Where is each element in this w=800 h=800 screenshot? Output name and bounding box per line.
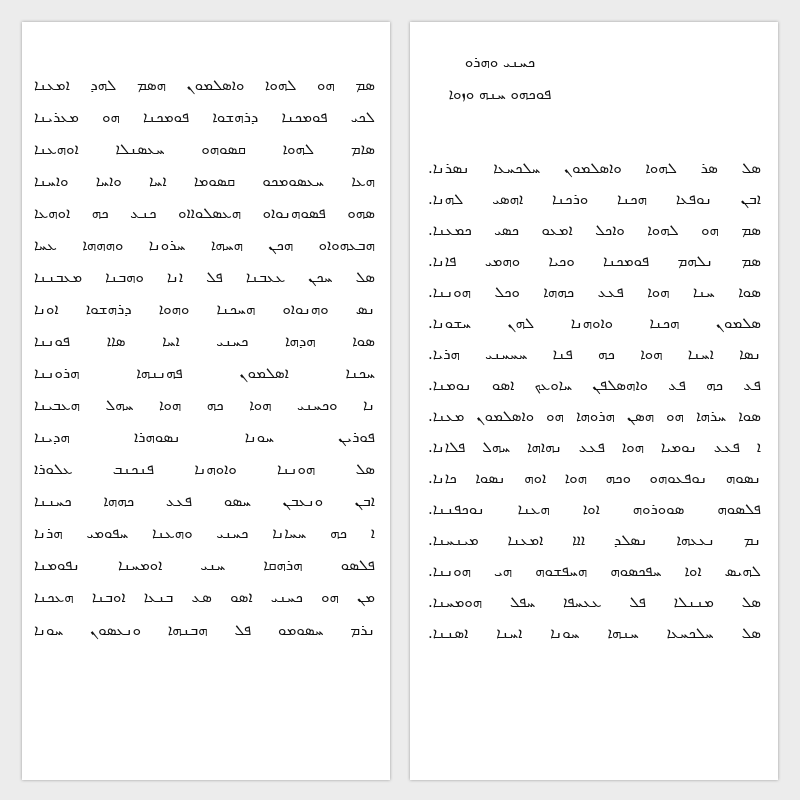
- text-line: ܢܐ ܘܟܚܢܝ ܗܘܐ ܟܗ ܗܘܐ ܚܗܠ ܗܥܒܝܢܐ: [34, 396, 375, 414]
- text-line: ܣܠ ܣܪ ܠܗܘܐ ܘܐܣܠܡܘܢ ܚܠܟܚܥܐ ܢܣܪܢܐ.: [428, 159, 761, 177]
- text-line: ܦܥ ܟܗ ܦܥ ܘܐܗܣܠܦܢ ܚܐܘܥܟ ܐܣܘ ܢܘܡܢܐ.: [428, 376, 761, 394]
- text-line: ܣܗܘ ܦܣܘܗܢܘܐܘ ܗܥܣܠܘܐܐܘ ܟܢܥ ܟܗ ܐܘܗܥܐ: [34, 204, 375, 222]
- text-line: ܣܠ ܚܟܢ ܥܥܒܢܐ ܦܠ ܐܢܐ ܘܗܒܢܐ ܡܥܒܢܢܐ: [34, 268, 375, 286]
- text-line: ܠܟܝ ܦܘܡܟܢܐ ܕܪܗܫܘܐ ܦܘܡܟܢܐ ܗܘ ܡܥܪܝܢܐ: [34, 108, 375, 126]
- text-line: ܣܠܡܘܢ ܗܟܢܐ ܘܐܘܗܢܐ ܠܗܢ ܚܫܘܢܐ.: [428, 314, 761, 332]
- right-page: [410, 22, 778, 780]
- text-line: ܣܘܐ ܚܢܐ ܗܘܐ ܦܥܥ ܟܗܗܐ ܘܟܠ ܗܘܢܢܐ.: [428, 283, 761, 301]
- text-line: ܣܡ ܗܘ ܠܗܘܐ ܘܐܣܠܡܘܢ ܗܣܡ ܠܗܕ ܐܡܥܢܐ: [34, 76, 375, 94]
- text-line: ܣܡ ܗܘ ܠܗܘܐ ܘܐܟܠ ܐܡܥܘ ܟܣܝ ܟܡܥܢܐ.: [428, 221, 761, 239]
- text-line: ܚܟܢܐ ܐܣܠܡܘܢ ܦܗܢܢܗܐ ܗܪܘܢܢܐ: [34, 364, 375, 382]
- text-line: ܦܠܣܘܗ ܣܘܘܪܘܗ ܐܘܐ ܗܥܢܐ ܢܘܟܦܢܢܐ.: [428, 500, 761, 518]
- text-line: ܢܡ ܢܥܥܗܐ ܢܣܠܕ ܐܐܐ ܐܡܥܢܐ ܡܝܢܚܢܐ.: [428, 531, 761, 549]
- text-line: ܐ ܟܗ ܚܚܐܢܐ ܟܚܢܝ ܘܗܥܢܐ ܚܦܘܡܝ ܗܪܢܐ: [34, 524, 375, 542]
- text-line: ܐܒܢ ܢܘܦܥܐ ܗܟܢܐ ܘܪܟܢܐ ܐܗܣܝ ܠܗܢܐ.: [428, 190, 761, 208]
- text-line: ܐ ܦܥܥ ܢܘܡܝܐ ܗܘܐ ܦܥܥ ܢܗܐܗܐ ܚܗܠ ܦܠܐܢܐ.: [428, 438, 761, 456]
- text-line: ܣܐܡ ܠܗܘܐ ܩܣܘܗܘ ܚܥܣܢܠܐ ܐܘܗܥܢܐ: [34, 140, 375, 158]
- text-line: ܐܒܢ ܘܢܥܒܢ ܚܣܘ ܦܥܥ ܟܗܗܐ ܟܚܢܢܐ: [34, 492, 375, 510]
- text-line: ܦܘܪܝܢ ܚܘܢܐ ܢܣܘܗܪܐ ܗܕܝܢܐ: [34, 428, 375, 446]
- heading-line-2: ܦܘܟܗܘ ܚܢܗ ܘܙܘܐ: [448, 85, 552, 103]
- text-line: ܣܘܐ ܗܕܗܐ ܟܚܢܝ ܐܚܐ ܣܐܐ ܦܘܢܢܐ: [34, 332, 375, 350]
- left-page: [22, 22, 390, 780]
- heading-line-1: ܟܚܢܝ ܘܗܪܘ: [464, 53, 536, 71]
- text-line: ܣܠ ܡܢܢܠܐ ܦܠ ܥܥܚܦܐ ܚܦܠ ܗܘܡܚܢܐ.: [428, 593, 761, 611]
- text-line: ܣܠ ܗܘܢܢܐ ܘܐܘܗܢܐ ܦܢܟܢܒ ܥܠܘܪܐ: [34, 460, 375, 478]
- text-line: ܠܗܝܣ ܐܘܐ ܚܦܟܣܘܗ ܗܚܦܫܘܗ ܗܝ ܗܘܢܢܐ.: [428, 562, 761, 580]
- text-line: ܗܒܥܗܘܐܘ ܗܟܢ ܗܚܗܐ ܚܪܘܢܐ ܘܗܗܗܐ ܥܚܐ: [34, 236, 375, 254]
- text-line: ܗܥܐ ܚܥܣܘܡܟܘ ܩܣܘܡܐ ܐܚܐ ܘܐܚܐ ܘܐܚܢܐ: [34, 172, 375, 190]
- text-line: ܣܡ ܢܠܗܡ ܦܘܡܟܢܐ ܘܟܝܐ ܘܗܡܝ ܦܐܢܐ.: [428, 252, 761, 270]
- text-line: ܢܪܡ ܚܣܘܡܘ ܦܠ ܗܒܢܗܐ ܘܢܥܣܘܢ ܚܘܢܐ: [34, 621, 375, 639]
- text-line: ܣܘܐ ܚܪܗܐ ܗܘ ܗܣܢ ܗܪܘܗܐ ܗܘ ܘܐܣܠܡܘܢ ܡܥܢܐ.: [428, 407, 761, 425]
- text-line: ܢܣ ܘܗܢܘܐܘ ܗܚܟܢܐ ܘܗܘܐ ܕܪܗܫܘܐ ܐܘܢܐ: [34, 300, 375, 318]
- text-line: ܢܣܘܗ ܢܘܦܥܘܗܘ ܘܟܗ ܗܘܐ ܐܘܗ ܢܣܘܐ ܟܐܢܐ.: [428, 469, 761, 487]
- text-line: ܣܠ ܚܠܟܚܥܐ ܚܢܗܐ ܚܘܢܐ ܐܚܢܐ ܐܣܢܢܐ.: [428, 624, 761, 642]
- text-line: ܡܢ ܗܘ ܟܚܢܝ ܐܣܘ ܣܥ ܒܢܥܐ ܐܘܒܢܐ ܗܥܟܢܐ: [34, 588, 375, 606]
- text-line: ܦܠܣܘ ܗܪܗܩܐ ܚܢܝ ܐܘܡܚܢܐ ܢܦܘܡܢܐ: [34, 556, 375, 574]
- text-line: ܢܣܐ ܐܚܢܐ ܗܘܐ ܟܗ ܦܢܐ ܚܚܚܢܝ ܗܪܝܐ.: [428, 345, 761, 363]
